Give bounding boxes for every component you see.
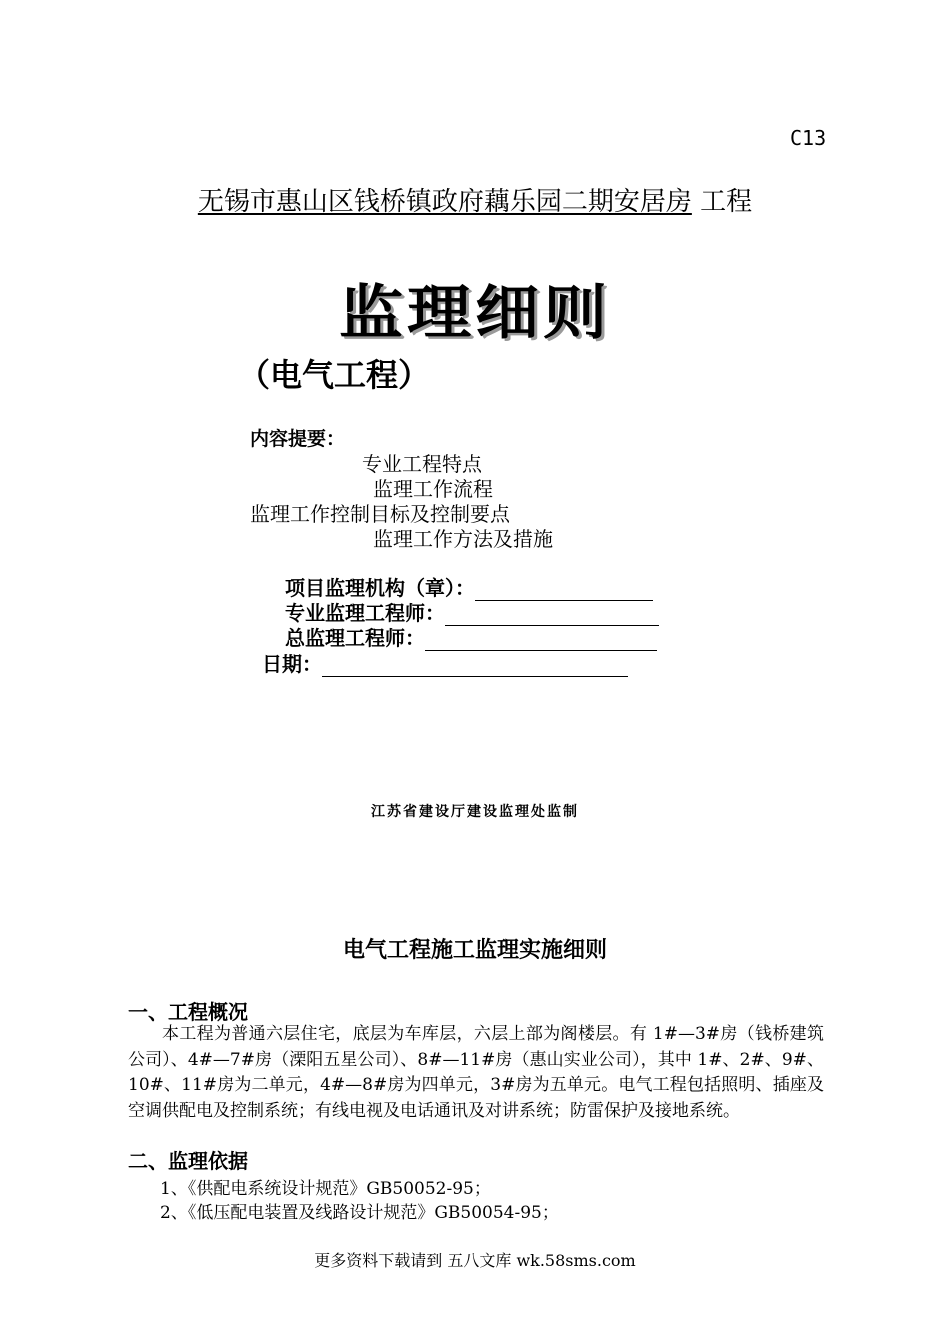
- footer-note: 更多资料下载请到 五八文库 wk.58sms.com: [314, 1251, 636, 1270]
- reference-item: 2、《低压配电装置及线路设计规范》GB50054-95；: [160, 1203, 559, 1223]
- signature-org-label: 项目监理机构（章）：: [285, 576, 475, 600]
- signature-engineer-label: 专业监理工程师：: [285, 601, 445, 625]
- contents-item: 监理工作控制目标及控制要点: [250, 502, 510, 526]
- document-main-title: 监理细则: [339, 279, 611, 348]
- document-section-title: 电气工程施工监理实施细则: [342, 938, 607, 963]
- project-overview-paragraph: 本工程为普通六层住宅，底层为车库层，六层上部为阁楼层。有 1#—3#房（钱桥建筑公司）、4#—7#房（溧阳五星公司）、8#—11#房（惠山实业公司），其中 1#、2#、9#、10#、11#房为二单元，4#—8#房为四单元，3#房为五单元。电气工程包括照明、插座及空调供配电及控制系统；有线电视及电话通讯及对讲系统；防雷保护及接地系统。: [128, 1024, 824, 1121]
- project-name-line: [0, 181, 950, 218]
- signature-date-row: [262, 648, 628, 677]
- project-name: 无锡市惠山区钱桥镇政府藕乐园二期安居房: [197, 187, 692, 217]
- signature-chief-row: [285, 622, 657, 651]
- signature-date-blank[interactable]: [322, 656, 628, 677]
- contents-item: 监理工作方法及措施: [373, 527, 553, 551]
- contents-heading: 内容提要：: [250, 428, 346, 450]
- signature-date-label: 日期：: [262, 652, 322, 676]
- document-code: C13: [790, 126, 827, 150]
- reference-item: 1、《供配电系统设计规范》GB50052-95；: [160, 1179, 491, 1199]
- section-heading: 二、监理依据: [128, 1149, 248, 1173]
- document-subtitle: （电气工程）: [238, 356, 431, 394]
- section-heading: 一、工程概况: [128, 1000, 248, 1024]
- contents-item: 监理工作流程: [373, 477, 493, 501]
- signature-chief-label: 总监理工程师：: [285, 626, 425, 650]
- issuer-line: 江苏省建设厅建设监理处监制: [371, 804, 579, 820]
- project-suffix: 工程: [700, 187, 753, 217]
- contents-item: 专业工程特点: [362, 452, 482, 476]
